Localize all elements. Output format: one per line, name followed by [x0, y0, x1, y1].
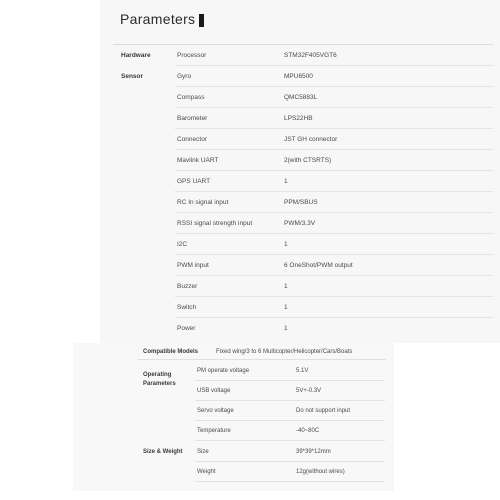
- parameter-value: 2(with CTSRTS): [284, 157, 332, 164]
- parameter-value: 1: [284, 325, 288, 332]
- parameter-name: USB voltage: [197, 388, 231, 394]
- parameter-name: Temperature: [197, 428, 231, 434]
- table-row: [0, 421, 500, 441]
- parameter-name: Weight: [197, 469, 216, 475]
- parameter-value: 1: [284, 178, 288, 185]
- row-divider: [195, 481, 385, 482]
- table-row: [0, 297, 500, 318]
- parameter-value: JST GH connector: [284, 136, 338, 143]
- parameter-name: RC In signal input: [177, 199, 229, 206]
- table-row: [0, 171, 500, 192]
- parameter-value: 6 OneShot/PWM output: [284, 262, 353, 269]
- parameter-name: PWM input: [177, 262, 209, 269]
- parameter-name: Power: [177, 325, 196, 332]
- parameter-value: Do not support input: [296, 408, 351, 414]
- parameter-name: Processor: [177, 52, 207, 59]
- table-row: [0, 87, 500, 108]
- page-title: Parameters: [120, 11, 196, 27]
- parameter-value: 1: [284, 283, 288, 290]
- table-row: [0, 150, 500, 171]
- parameter-name: Connector: [177, 136, 207, 143]
- compatible-divider: [138, 359, 386, 360]
- section-label: Sensor: [121, 73, 144, 80]
- table-row: [0, 108, 500, 129]
- parameter-name: Gyro: [177, 73, 192, 80]
- size-weight-label: Size & Weight: [143, 449, 183, 455]
- parameter-name: Barometer: [177, 115, 208, 122]
- compatible-models-value: Fixed wing/3 to 6 Multicopter/Helicopter/Cars/Boats: [216, 349, 353, 355]
- parameter-name: RSSI signal strength input: [177, 220, 253, 227]
- table-row: [0, 442, 500, 462]
- parameter-value: 39*39*12mm: [296, 449, 331, 455]
- parameter-value: MPU6500: [284, 73, 313, 80]
- parameter-value: 5.1V: [296, 368, 309, 374]
- parameter-name: Size: [197, 449, 209, 455]
- parameter-name: Compass: [177, 94, 205, 101]
- table-row: [0, 361, 500, 381]
- parameter-name: GPS UART: [177, 178, 211, 185]
- operating-parameters-label-line1: Operating: [143, 372, 172, 378]
- parameter-value: QMC5883L: [284, 94, 318, 101]
- table-row: [0, 234, 500, 255]
- parameter-name: Mavlink UART: [177, 157, 219, 164]
- parameter-value: STM32F405VGT6: [284, 52, 337, 59]
- table-row: [0, 255, 500, 276]
- section-label: Hardware: [121, 52, 151, 59]
- parameter-value: 1: [284, 241, 288, 248]
- parameter-value: PPM/SBUS: [284, 199, 318, 206]
- parameter-value: LPS22HB: [284, 115, 313, 122]
- parameter-value: 1: [284, 304, 288, 311]
- table-row: [0, 462, 500, 482]
- parameter-value: -40~80C: [296, 428, 320, 434]
- title-accent-bar: [199, 14, 204, 27]
- table-row: [0, 66, 500, 87]
- table-row: [0, 192, 500, 213]
- parameter-name: Switch: [177, 304, 197, 311]
- compatible-models-label: Compatible Models: [143, 349, 199, 355]
- table-row: [0, 276, 500, 297]
- table-row: [0, 45, 500, 66]
- table-row: [0, 318, 500, 339]
- parameter-name: I2C: [177, 241, 188, 248]
- parameter-value: PWM/3.3V: [284, 220, 316, 227]
- row-divider: [195, 440, 385, 441]
- table-row: [0, 401, 500, 421]
- parameter-name: Buzzer: [177, 283, 198, 290]
- table-row: [0, 129, 500, 150]
- table-row: [0, 213, 500, 234]
- parameter-value: 12g(without wires): [296, 469, 345, 475]
- parameter-value: 5V+-0.3V: [296, 388, 322, 394]
- table-row: [0, 381, 500, 401]
- parameter-name: PM operate voltage: [197, 368, 250, 374]
- parameter-name: Servo voltage: [197, 408, 234, 414]
- operating-parameters-label-line2: Parameters: [143, 381, 176, 387]
